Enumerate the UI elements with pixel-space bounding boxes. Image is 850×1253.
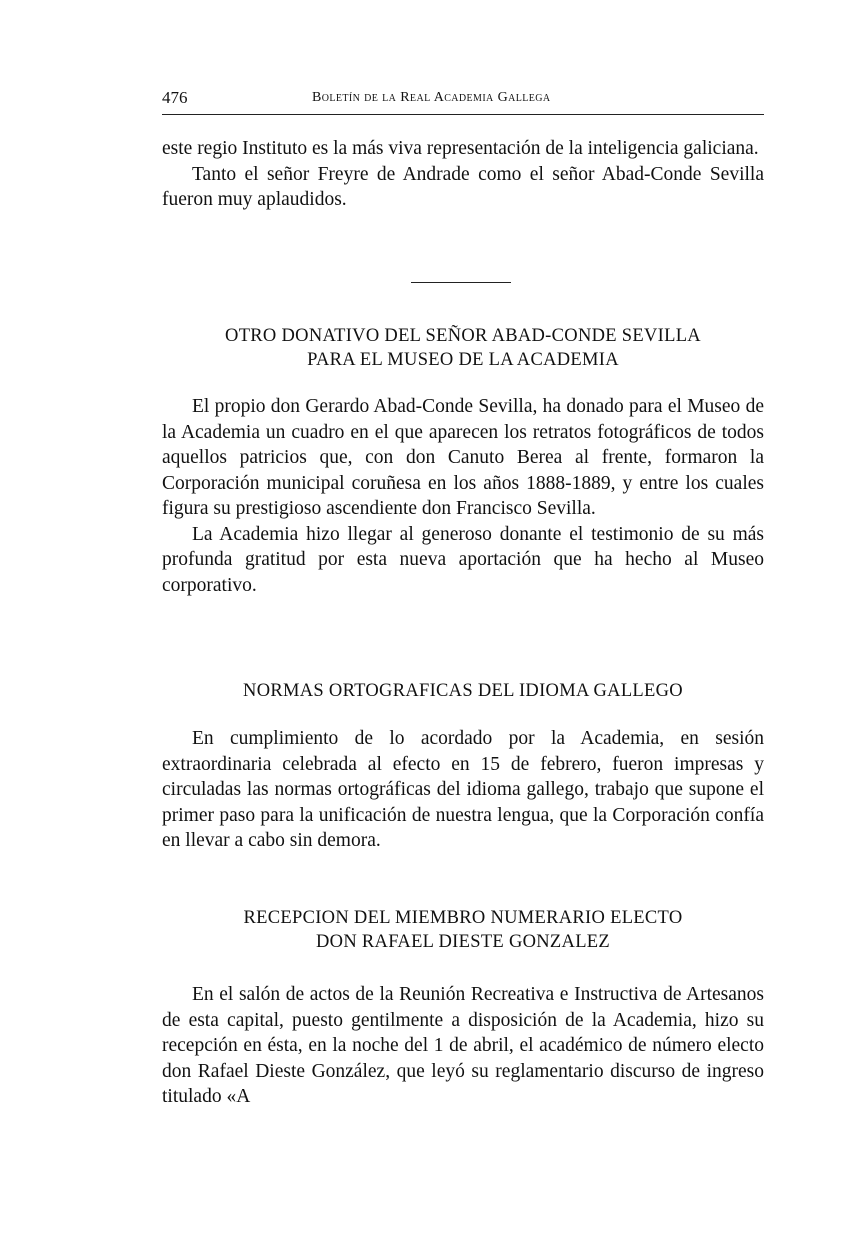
heading-line: NORMAS ORTOGRAFICAS DEL IDIOMA GALLEGO <box>243 681 683 701</box>
journal-title: Boletín de la Real Academia Gallega <box>312 90 551 105</box>
intro-paragraph-1: este regio Instituto es la más viva representación de la inteligencia galiciana. <box>162 138 759 159</box>
intro-block <box>162 136 764 213</box>
heading-line: DON RAFAEL DIESTE GONZALEZ <box>316 932 610 952</box>
paragraph: En cumplimiento de lo acordado por la Academia, en sesión extraordinaria celebrada al efecto en 15 de febrero, fueron impresas y circuladas las normas ortográficas del idioma gallego, trabajo que supone el primer paso para la unificación de nuestra lengua, que la Corporación confía en llevar a cabo sin demora. <box>162 728 764 851</box>
section-divider <box>411 282 511 283</box>
section-body-donativo <box>162 394 764 598</box>
heading-line: OTRO DONATIVO DEL SEÑOR ABAD-CONDE SEVILLA <box>225 326 701 346</box>
paragraph: En el salón de actos de la Reunión Recreativa e Instructiva de Artesanos de esta capital, puesto gentilmente a disposición de la Academia, hizo su recepción en ésta, en la noche del 1 de abril, el académico de número electo don Rafael Dieste González, que leyó su reglamentario discurso de ingreso titulado «A <box>162 984 764 1107</box>
paragraph: El propio don Gerardo Abad-Conde Sevilla, ha donado para el Museo de la Academia un cuadro en el que aparecen los retratos fotográficos de todos aquellos patricios que, con don Canuto Berea al frente, formaron la Corporación municipal coruñesa en los años 1888-1889, y entre los cuales figura su prestigioso ascendiente don Francisco Sevilla. <box>162 396 764 519</box>
section-heading-donativo <box>162 324 764 372</box>
intro-paragraph-2: Tanto el señor Freyre de Andrade como el señor Abad-Conde Sevilla fueron muy aplaudidos. <box>162 163 764 210</box>
heading-line: RECEPCION DEL MIEMBRO NUMERARIO ELECTO <box>243 908 683 928</box>
page-number: 476 <box>162 88 188 107</box>
running-head <box>162 88 764 116</box>
heading-line: PARA EL MUSEO DE LA ACADEMIA <box>307 350 619 370</box>
section-body-recepcion <box>162 982 764 1110</box>
section-body-normas <box>162 726 764 854</box>
section-heading-normas <box>162 679 764 703</box>
paragraph: La Academia hizo llegar al generoso donante el testimonio de su más profunda gratitud por esta nueva aportación que ha hecho al Museo corporativo. <box>162 523 764 596</box>
header-rule <box>162 114 764 115</box>
section-heading-recepcion <box>162 906 764 954</box>
